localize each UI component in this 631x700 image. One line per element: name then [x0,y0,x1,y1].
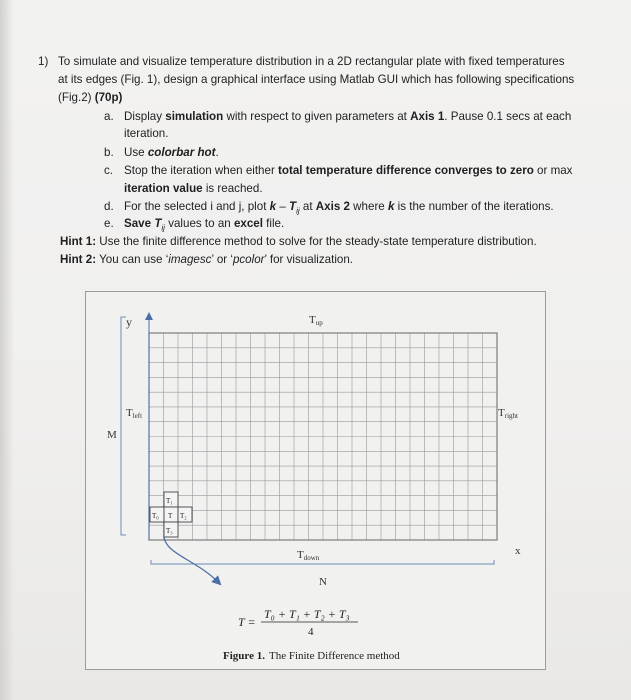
question-number: 1) [38,55,49,68]
page-edge-shadow [0,0,14,700]
stencil-t0: T₀ [152,512,159,520]
question-line-2: at its edges (Fig. 1), design a graphical interface using Matlab GUI which has following specifications [58,73,575,86]
figure-caption: Figure 1. The Finite Difference method [223,650,400,662]
spec-item-a-cont: iteration. [124,127,169,140]
stencil-to-formula-arrow [164,537,218,582]
m-label: M [107,429,117,441]
t-down-label: Tdown [297,549,320,562]
question-line-3: (Fig.2) (70p) [58,91,123,104]
stencil-t2: T₂ [180,512,187,520]
document-page: 1) To simulate and visualize temperature distribution in a 2D rectangular plate with fixed temperatures at its edges (Fig. 1), design a graphical interface using Matlab GUI which has following specifications (Fig.2) (70p) a. Display simulation with respect to given parameters at Axis 1. Pause 0.1 secs at each iteration. b. Use colorbar hot. c. Stop the iteration when either total temperature difference converges to zero or max iteration value is reached. d. For the selected i and j, plot k – $T_{ij}$ at Axis 2 where k is the number of the iterations. e. Save $T_{ij}$ values to an excel file. Hint 1: Use the finite difference method to solve for the steady-state temperature distribution. Hint 2: You can use ‘imagesc’ or ‘pcolor’ for visualization. y M N x Tup Tleft Tright Tdown T₁ T₀ T T₂ T₃ T = T₀ + T₁ + T₂ + T₃ 4 Figure 1. The Finite Difference method [0,0,631,700]
figure-frame [85,291,546,670]
stencil-t1: T₁ [166,497,173,505]
y-axis-label: y [126,315,132,329]
t-left-label: Tleft [126,407,143,420]
spec-item-c-cont: iteration value is reached. [124,182,263,195]
t-up-label: Tup [309,314,323,327]
m-bracket [121,317,126,535]
t-right-label: Tright [498,407,518,420]
hint-2: Hint 2: You can use ‘imagesc’ or ‘pcolor’ for visualization. [60,253,354,266]
mesh-grid [149,333,497,540]
finite-difference-diagram [86,292,547,671]
n-label: N [319,576,327,588]
stencil-t3: T₃ [166,527,173,535]
formula-numerator: T₀ + T₁ + T₂ + T₃ [264,607,350,621]
formula-denominator: 4 [308,626,314,638]
hint-1: Hint 1: Use the finite difference method to solve for the steady-state temperature distribution. [60,235,537,248]
x-axis-label: x [515,545,521,557]
n-bracket [151,560,494,564]
formula-lhs: T = [238,615,256,629]
stencil-t: T [168,512,173,520]
question-line-1: To simulate and visualize temperature distribution in a 2D rectangular plate with fixed temperatures [58,55,565,68]
